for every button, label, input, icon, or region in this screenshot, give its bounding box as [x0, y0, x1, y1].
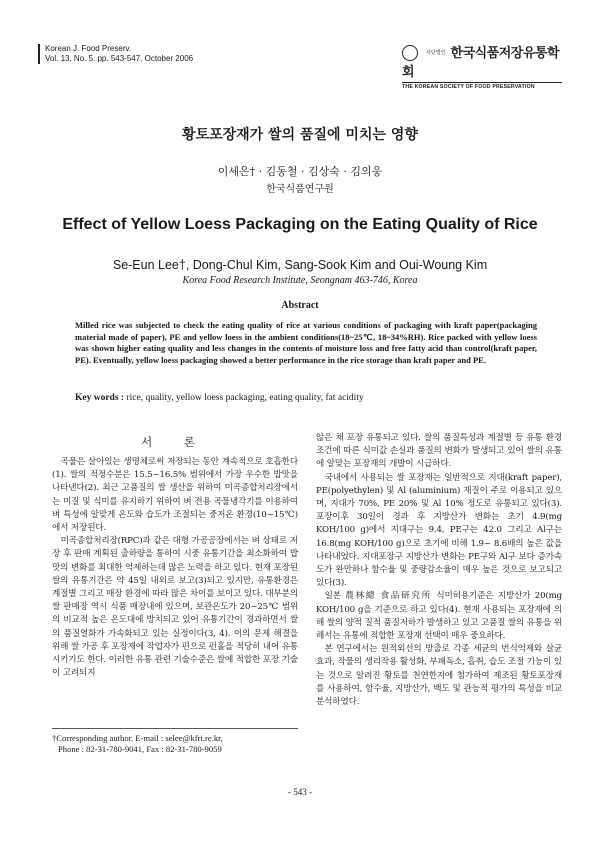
- footnote-phone: Phone : 82-31-780-9041, Fax : 82-31-780-9059: [58, 744, 222, 754]
- page-number: - 543 -: [288, 787, 312, 797]
- abstract-text: Milled rice was subjected to check the eating quality of rice at various conditions of packaging with kraft paper(packaging material made of paper), PE and yellow loess in the ambient conditions(18~25℃, 18~34%RH). Rice packed with yellow loess was shown higher eating quality and less changes in the contents of moisture loss and free fatty acid than control(kraft paper, PE). Eventually, yellow loess packaging showed a better performance in the rice storage than kraft paper and PE.: [75, 320, 537, 365]
- authors-korean: 이세은† · 김동철 · 김상숙 · 김의웅: [217, 165, 383, 178]
- keywords-label: Key words :: [75, 393, 125, 403]
- journal-name: Korean J. Food Preserv.: [45, 44, 132, 53]
- journal-citation: [38, 44, 193, 64]
- footnote-email: †Corresponding author. E-mail : selee@kfri.re.kr,: [52, 733, 223, 743]
- authors-english: Se-Eun Lee†, Dong-Chul Kim, Sang-Sook Kim and Oui-Woung Kim: [112, 258, 488, 272]
- keywords: [75, 393, 545, 403]
- title-korean: 황토포장재가 쌀의 품질에 미치는 영향: [182, 127, 418, 143]
- society-name-en: THE KOREAN SOCIETY OF FOOD PRESERVATION: [402, 82, 562, 90]
- society-name-ko: 한국식품저장유통학회: [402, 46, 560, 80]
- paragraph: 본 연구에서는 원적외선의 방출로 각종 세균의 번식억제와 살균효과, 작물의 생리작용 활성화, 부패독소, 흡취, 습도 조절 기능이 있는 것으로 알려진 황토를 천연한지에 첨가하여 제조된 황토포장재를 사용하여, 함수율, 지방산가, 백도 및 관능적 평가의 특성을 비교 분석하였다.: [316, 644, 562, 708]
- body-column-right: [316, 432, 562, 709]
- paragraph: 국내에서 사용되는 쌀 포장재는 일반적으로 지대(kraft paper), PE(polyethylen) 및 Al (aluminium) 재질이 주로 이용되고 있으며, 지대가 70%, PE 20% 및 Al 10% 정도로 유통되고 있다(3). 포장이후 30일이 경과 후 지방산가 변화는 초기 4.9(mg KOH/100 g)에서 지대구는 9.4, PE구는 42.0 그리고 Al구는 16.8(mg KOH/100 g)으로 초기에 비해 1.9~ 8.6배의 높은 값을 나타내었다. 지대포장구 지방산가 변화는 PE구와 Al구 보다 증가속도가 완만하나 함수율 및 중량감소율이 매우 높은 것으로 보고되고 있다(3).: [316, 472, 562, 589]
- keywords-text: rice, quality, yellow loess packaging, eating quality, fat acidity: [124, 393, 364, 403]
- title-english: Effect of Yellow Loess Packaging on the Eating Quality of Rice: [62, 216, 538, 233]
- corresponding-author-footnote: [52, 728, 298, 755]
- paragraph: 일본 農林總 食品研究所 식미허용기준은 지방산가 20(mg KOH/100 g을 기준으로 하고 있다(4). 현재 사용되는 포장재에 의해 쌀의 양적 질적 품질저하가 발생하고 있고 고품질 쌀의 유통을 위해서는 유통에 적합한 포장재 선택이 매우 중요하다.: [316, 591, 562, 642]
- paragraph: 않은 채 포장 유통되고 있다. 쌀의 품질특성과 계절별 등 유통 환경조건에 따른 식미값 손실과 품질의 변화가 발생되고 있어 쌀의 유통에 알맞는 포장재의 개발이 시급하다.: [316, 433, 562, 470]
- paragraph: 곡물은 살아있는 생명체로써 저장되는 동안 계속적으로 호흡한다(1). 쌀의 적정수분은 15.5~16.5% 범위에서 가장 우수한 밥맛을 나타낸다(2). 최근 고품질의 쌀 생산을 위하여 미곡종합처리장에서는 미질 및 식미를 유지하기 위하여 벼 전용 곡물냉각기를 이용하여 벼 특성에 알맞게 온도와 습도가 조절되는 중저온 환경(10~15℃)에서 저장된다.: [52, 457, 298, 534]
- paragraph: 미곡종합처리장(RPC)과 같은 대형 가공공장에서는 벼 상태로 저장 후 판매 계획된 출하량을 통하여 시중 유통기간을 최소화하여 밥맛의 변화를 최대한 억제하는데 많은 노력을 하고 있다. 현재 포장된 쌀의 유통기간은 약 45일 내외로 보고(3)되고 있지만, 유통환경은 계절별 그리고 매장 환경에 따라 많은 차이를 보이고 있다. 대부분의 쌀 판매장 역시 식품 매장내에 있으며, 보관온도가 20~25℃ 범위의 비교적 높은 온도대에 방치되고 있어 유통기간이 경과하면서 쌀의 품질열화가 가속화되고 있는 실정이다(3, 4). 이의 문제 해결을 위해 쌀 가공 후 포장재에 작업자가 편으로 펀홀을 적당히 내어 유통시키기도 한다. 이러한 유통 관련 기술수준은 쌀에 적합한 포장 기술이 고려되지: [52, 536, 298, 679]
- abstract-heading: Abstract: [281, 300, 319, 311]
- body-column-left: [52, 456, 298, 680]
- affiliation-korean: 한국식품연구원: [266, 184, 334, 195]
- journal-volume: Vol. 13, No. 5. pp. 543-547, October 2006: [45, 54, 194, 63]
- society-prefix: 사단법인: [426, 50, 446, 56]
- society-emblem-icon: [402, 45, 418, 61]
- affiliation-english: Korea Food Research Institute, Seongnam 463-746, Korea: [182, 275, 418, 286]
- society-logo: [402, 42, 562, 90]
- section-heading-intro: 서 론: [141, 435, 209, 449]
